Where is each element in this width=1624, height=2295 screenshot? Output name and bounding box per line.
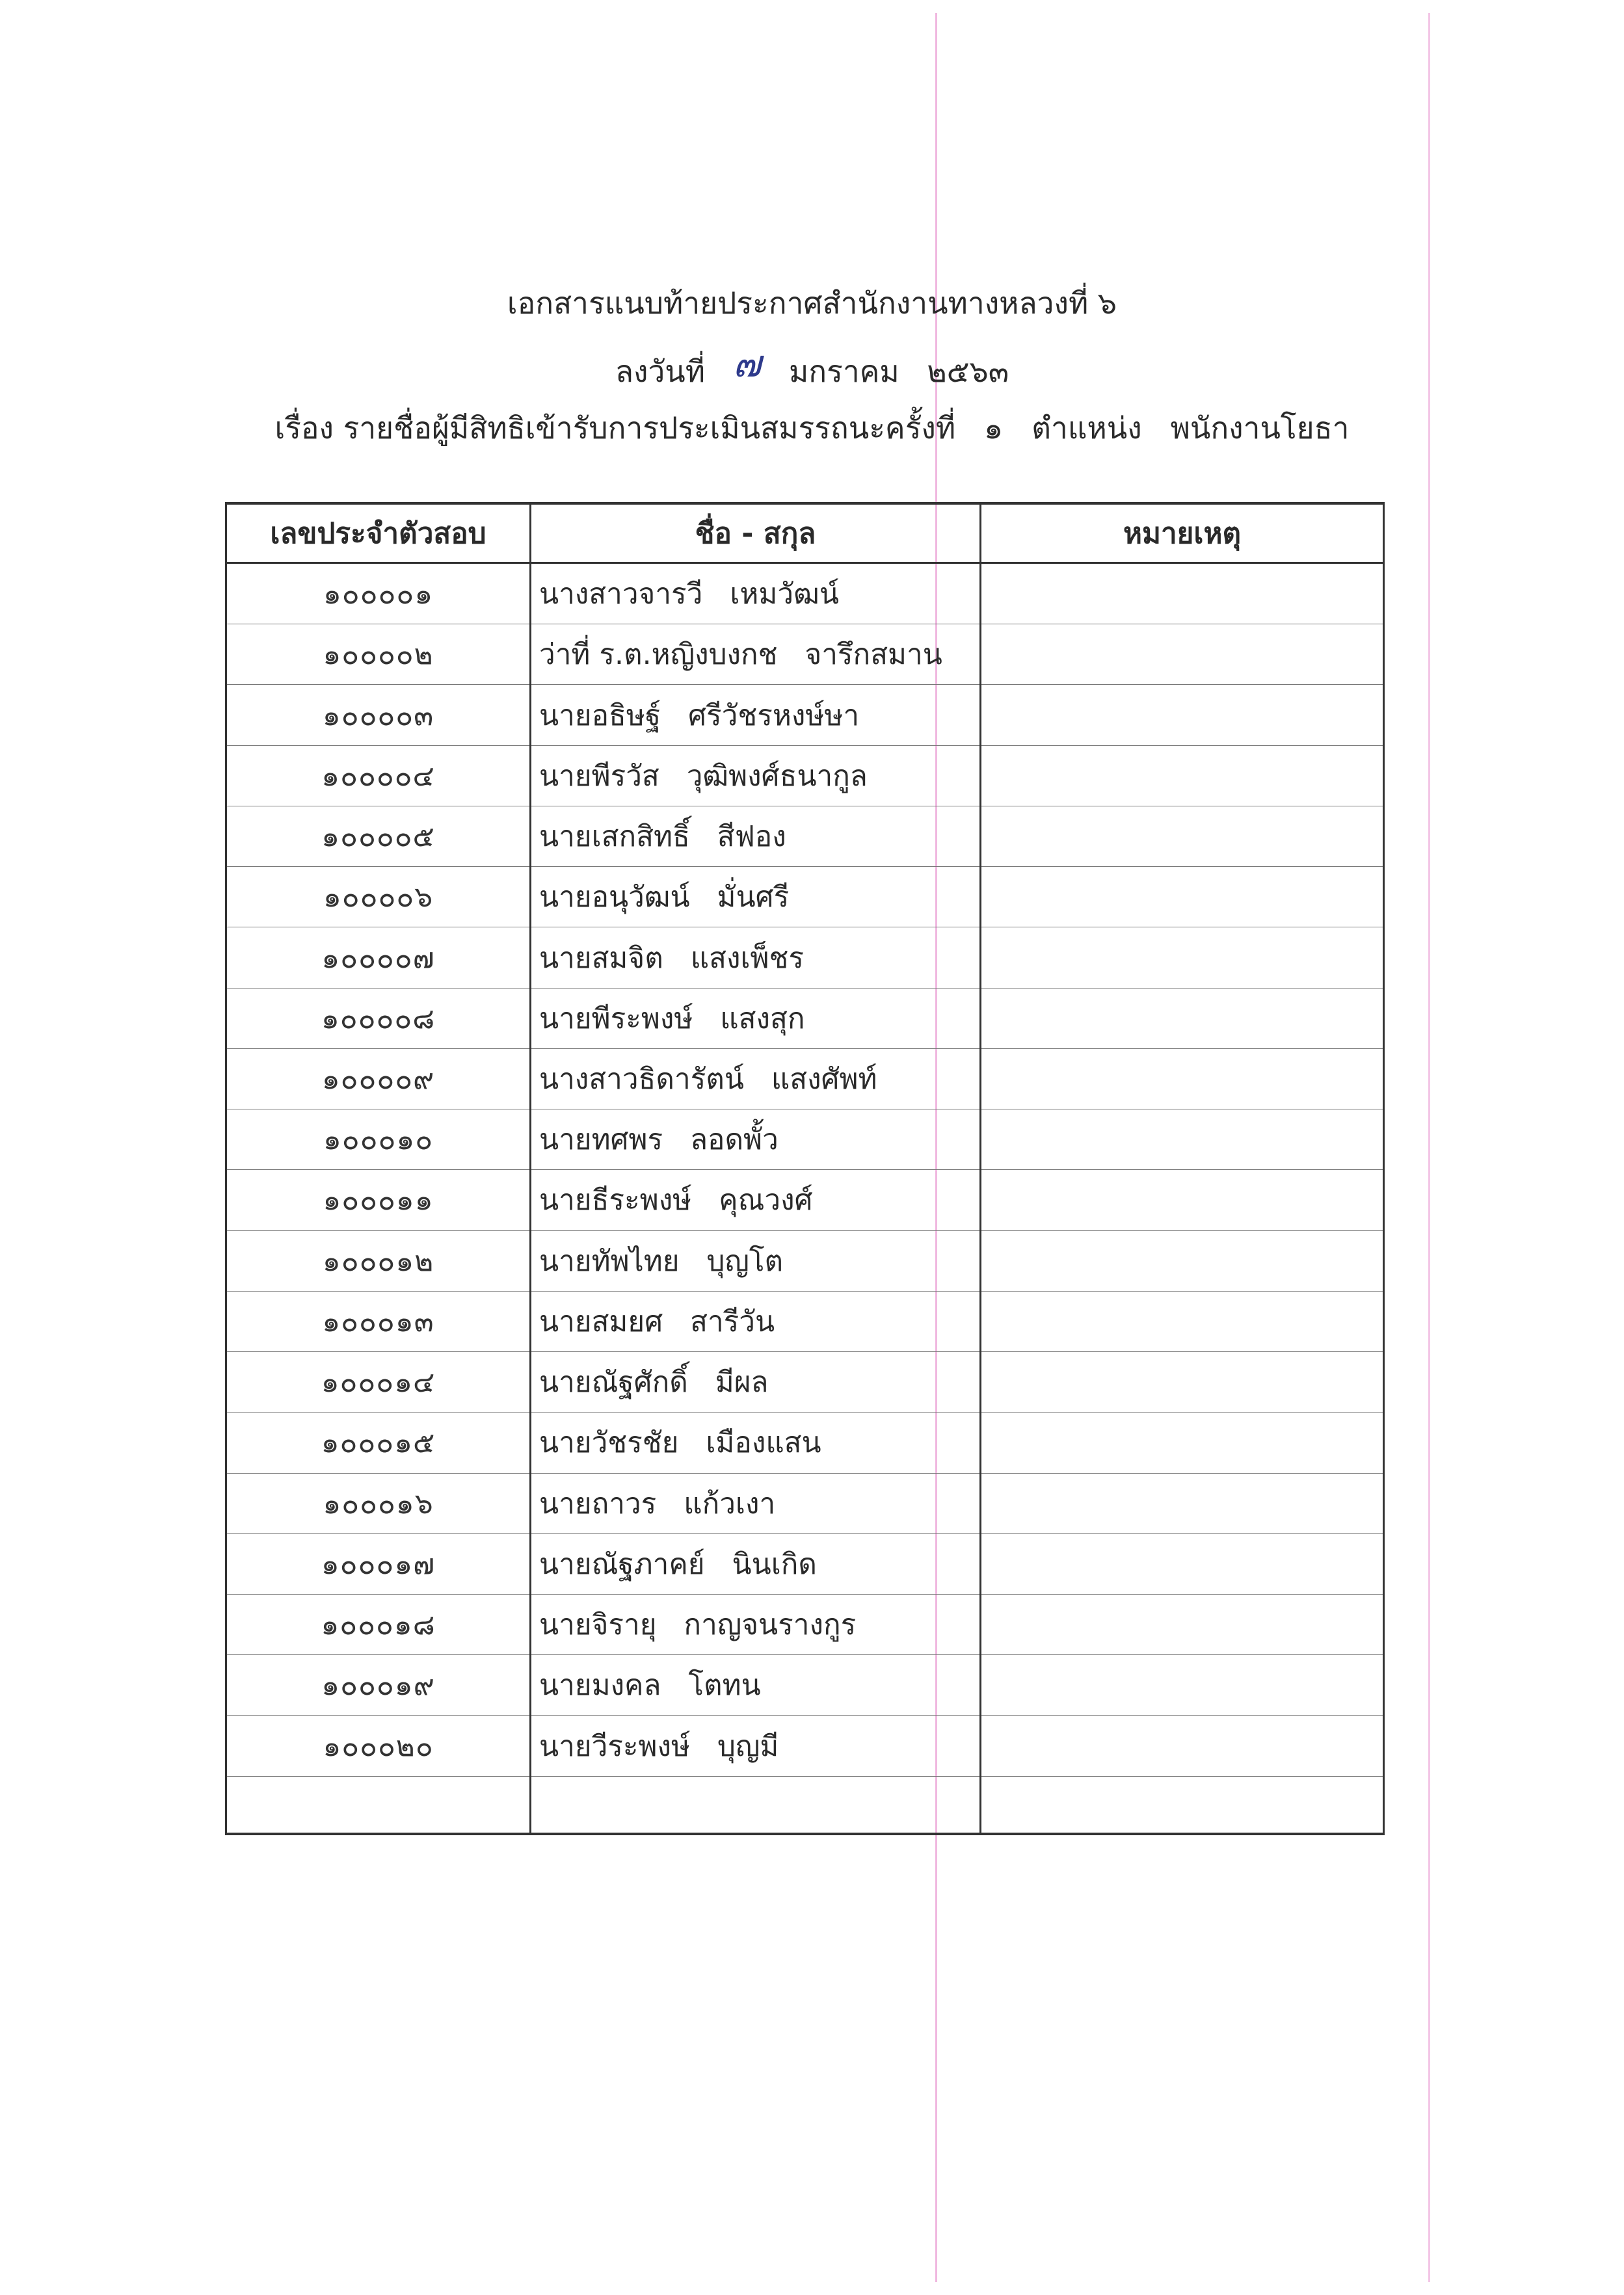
date-prefix: ลงวันที่ xyxy=(615,354,706,389)
exam-id-cell: ๑๐๐๐๐๒ xyxy=(226,624,531,685)
remark-cell xyxy=(981,745,1384,806)
remark-cell xyxy=(981,988,1384,1048)
name-cell: นางสาวธิดารัตน์ แสงศัพท์ xyxy=(531,1048,981,1109)
name-cell: นายมงคล โตทน xyxy=(531,1655,981,1716)
document-title: เอกสารแนบท้ายประกาศสำนักงานทางหลวงที่ ๖ xyxy=(507,285,1117,321)
exam-id-cell: ๑๐๐๐๑๓ xyxy=(226,1291,531,1351)
remark-cell xyxy=(981,1291,1384,1351)
table-row xyxy=(226,1716,1384,1776)
handwritten-day: ๗ xyxy=(732,341,762,386)
table-row xyxy=(226,806,1384,866)
exam-id-cell: ๑๐๐๐๑๐ xyxy=(226,1109,531,1170)
remark-cell xyxy=(981,1716,1384,1776)
table-row xyxy=(226,927,1384,988)
name-cell: นายสมยศ สารีวัน xyxy=(531,1291,981,1351)
table-row xyxy=(226,1594,1384,1654)
exam-id-cell: ๑๐๐๐๑๑ xyxy=(226,1170,531,1230)
empty-cell xyxy=(981,1776,1384,1834)
exam-id-cell: ๑๐๐๐๑๘ xyxy=(226,1594,531,1654)
table-row xyxy=(226,685,1384,745)
remark-cell xyxy=(981,1048,1384,1109)
column-header-exam-id: เลขประจำตัวสอบ xyxy=(226,503,531,563)
name-cell: นายวัชรชัย เมืองแสน xyxy=(531,1413,981,1473)
table-row-empty xyxy=(226,1776,1384,1834)
name-cell: นายอธิษฐ์ ศรีวัชรหงษ์ษา xyxy=(531,685,981,745)
remark-cell xyxy=(981,927,1384,988)
exam-id-cell: ๑๐๐๐๑๔ xyxy=(226,1352,531,1413)
table-row xyxy=(226,624,1384,685)
exam-id-cell: ๑๐๐๐๑๙ xyxy=(226,1655,531,1716)
table-row xyxy=(226,1655,1384,1716)
exam-id-cell: ๑๐๐๐๐๑ xyxy=(226,563,531,624)
remark-cell xyxy=(981,1594,1384,1654)
remark-cell xyxy=(981,1413,1384,1473)
table-row xyxy=(226,1048,1384,1109)
table-row xyxy=(226,1291,1384,1351)
remark-cell xyxy=(981,1473,1384,1533)
table-header-row xyxy=(226,503,1384,563)
exam-id-cell: ๑๐๐๐๑๗ xyxy=(226,1533,531,1594)
remark-cell xyxy=(981,867,1384,927)
exam-id-cell: ๑๐๐๐๑๖ xyxy=(226,1473,531,1533)
name-cell: นายสมจิต แสงเพ็ชร xyxy=(531,927,981,988)
remark-cell xyxy=(981,1230,1384,1291)
name-cell: นายพีรวัส วุฒิพงศ์ธนากูล xyxy=(531,745,981,806)
remark-cell xyxy=(981,563,1384,624)
document-date xyxy=(0,338,1624,399)
name-cell: นายทัพไทย บุญโต xyxy=(531,1230,981,1291)
remark-cell xyxy=(981,1109,1384,1170)
empty-cell xyxy=(226,1776,531,1834)
table-row xyxy=(226,988,1384,1048)
name-cell: นายธีระพงษ์ คุณวงศ์ xyxy=(531,1170,981,1230)
exam-id-cell: ๑๐๐๐๐๕ xyxy=(226,806,531,866)
name-cell: นายณัฐศักดิ์ มีผล xyxy=(531,1352,981,1413)
remark-cell xyxy=(981,1352,1384,1413)
name-cell: นางสาวจารวี เหมวัฒน์ xyxy=(531,563,981,624)
remark-cell xyxy=(981,1170,1384,1230)
candidate-table xyxy=(225,502,1385,1835)
name-cell: นายอนุวัฒน์ มั่นศรี xyxy=(531,867,981,927)
name-cell: นายถาวร แก้วเงา xyxy=(531,1473,981,1533)
remark-cell xyxy=(981,1655,1384,1716)
exam-id-cell: ๑๐๐๐๐๓ xyxy=(226,685,531,745)
date-month: มกราคม xyxy=(788,354,899,389)
remark-cell xyxy=(981,685,1384,745)
table-row xyxy=(226,1109,1384,1170)
name-cell: นายเสกสิทธิ์ สีฟอง xyxy=(531,806,981,866)
table-row xyxy=(226,1230,1384,1291)
remark-cell xyxy=(981,624,1384,685)
table-row xyxy=(226,1413,1384,1473)
table-row xyxy=(226,1170,1384,1230)
column-header-remark: หมายเหตุ xyxy=(981,503,1384,563)
table-row xyxy=(226,867,1384,927)
table-row xyxy=(226,1352,1384,1413)
exam-id-cell: ๑๐๐๐๐๖ xyxy=(226,867,531,927)
table-row xyxy=(226,563,1384,624)
column-header-name: ชื่อ - สกุล xyxy=(531,503,981,563)
table-row xyxy=(226,1533,1384,1594)
name-cell: นายพีระพงษ์ แสงสุก xyxy=(531,988,981,1048)
name-cell: ว่าที่ ร.ต.หญิงบงกช จารึกสมาน xyxy=(531,624,981,685)
name-cell: นายจิรายุ กาญจนรางกูร xyxy=(531,1594,981,1654)
document-subject: เรื่อง รายชื่อผู้มีสิทธิเข้ารับการประเมินสมรรถนะครั้งที่ ๑ ตำแหน่ง พนักงานโยธา xyxy=(274,410,1350,445)
exam-id-cell: ๑๐๐๐๐๙ xyxy=(226,1048,531,1109)
exam-id-cell: ๑๐๐๐๒๐ xyxy=(226,1716,531,1776)
table-row xyxy=(226,745,1384,806)
name-cell: นายณัฐภาคย์ นินเกิด xyxy=(531,1533,981,1594)
remark-cell xyxy=(981,806,1384,866)
exam-id-cell: ๑๐๐๐๑๕ xyxy=(226,1413,531,1473)
name-cell: นายทศพร ลอดพั้ว xyxy=(531,1109,981,1170)
exam-id-cell: ๑๐๐๐๑๒ xyxy=(226,1230,531,1291)
exam-id-cell: ๑๐๐๐๐๔ xyxy=(226,745,531,806)
exam-id-cell: ๑๐๐๐๐๗ xyxy=(226,927,531,988)
table-row xyxy=(226,1473,1384,1533)
empty-cell xyxy=(531,1776,981,1834)
exam-id-cell: ๑๐๐๐๐๘ xyxy=(226,988,531,1048)
name-cell: นายวีระพงษ์ บุญมี xyxy=(531,1716,981,1776)
remark-cell xyxy=(981,1533,1384,1594)
date-year: ๒๕๖๓ xyxy=(927,354,1009,389)
